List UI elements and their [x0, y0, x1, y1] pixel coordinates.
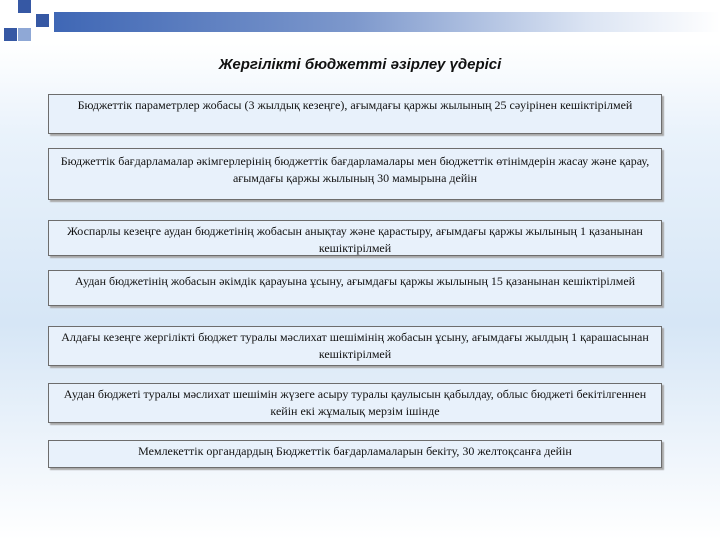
process-step-7: Мемлекеттік органдардың Бюджеттік бағдарламаларын бекіту, 30 желтоқсанға дейін	[48, 440, 662, 468]
process-step-5: Алдағы кезеңге жергілікті бюджет туралы мәслихат шешімінің жобасын ұсыну, ағымдағы жылдың 1 қарашасынан кешіктірілмей	[48, 326, 662, 366]
process-step-3: Жоспарлы кезеңге аудан бюджетінің жобасын анықтау және қарастыру, ағымдағы қаржы жылының 1 қазанынан кешіктірілмей	[48, 220, 662, 256]
decor-square	[18, 0, 31, 13]
process-step-2: Бюджеттік бағдарламалар әкімгерлерінің бюджеттік бағдарламалары мен бюджеттік өтінімдерін жасау және қарау, ағымдағы қаржы жылының 30 мамырына дейін	[48, 148, 662, 200]
process-step-4: Аудан бюджетінің жобасын әкімдік қарауына ұсыну, ағымдағы қаржы жылының 15 қазанынан кешіктірілмей	[48, 270, 662, 306]
header-bar	[54, 12, 720, 32]
process-step-1: Бюджеттік параметрлер жобасы (3 жылдық кезеңге), ағымдағы қаржы жылының 25 сәуірінен кешіктірілмей	[48, 94, 662, 134]
decor-square	[4, 28, 17, 41]
decor-square	[18, 28, 31, 41]
process-step-6: Аудан бюджеті туралы мәслихат шешімін жүзеге асыру туралы қаулысын қабылдау, облыс бюджеті бекітілгеннен кейін екі жұмалық мерзім ішінде	[48, 383, 662, 423]
decor-square	[4, 14, 17, 27]
decor-square	[36, 0, 49, 13]
decor-square	[36, 14, 49, 27]
page-title: Жергілікті бюджетті әзірлеу үдерісі	[218, 56, 502, 73]
